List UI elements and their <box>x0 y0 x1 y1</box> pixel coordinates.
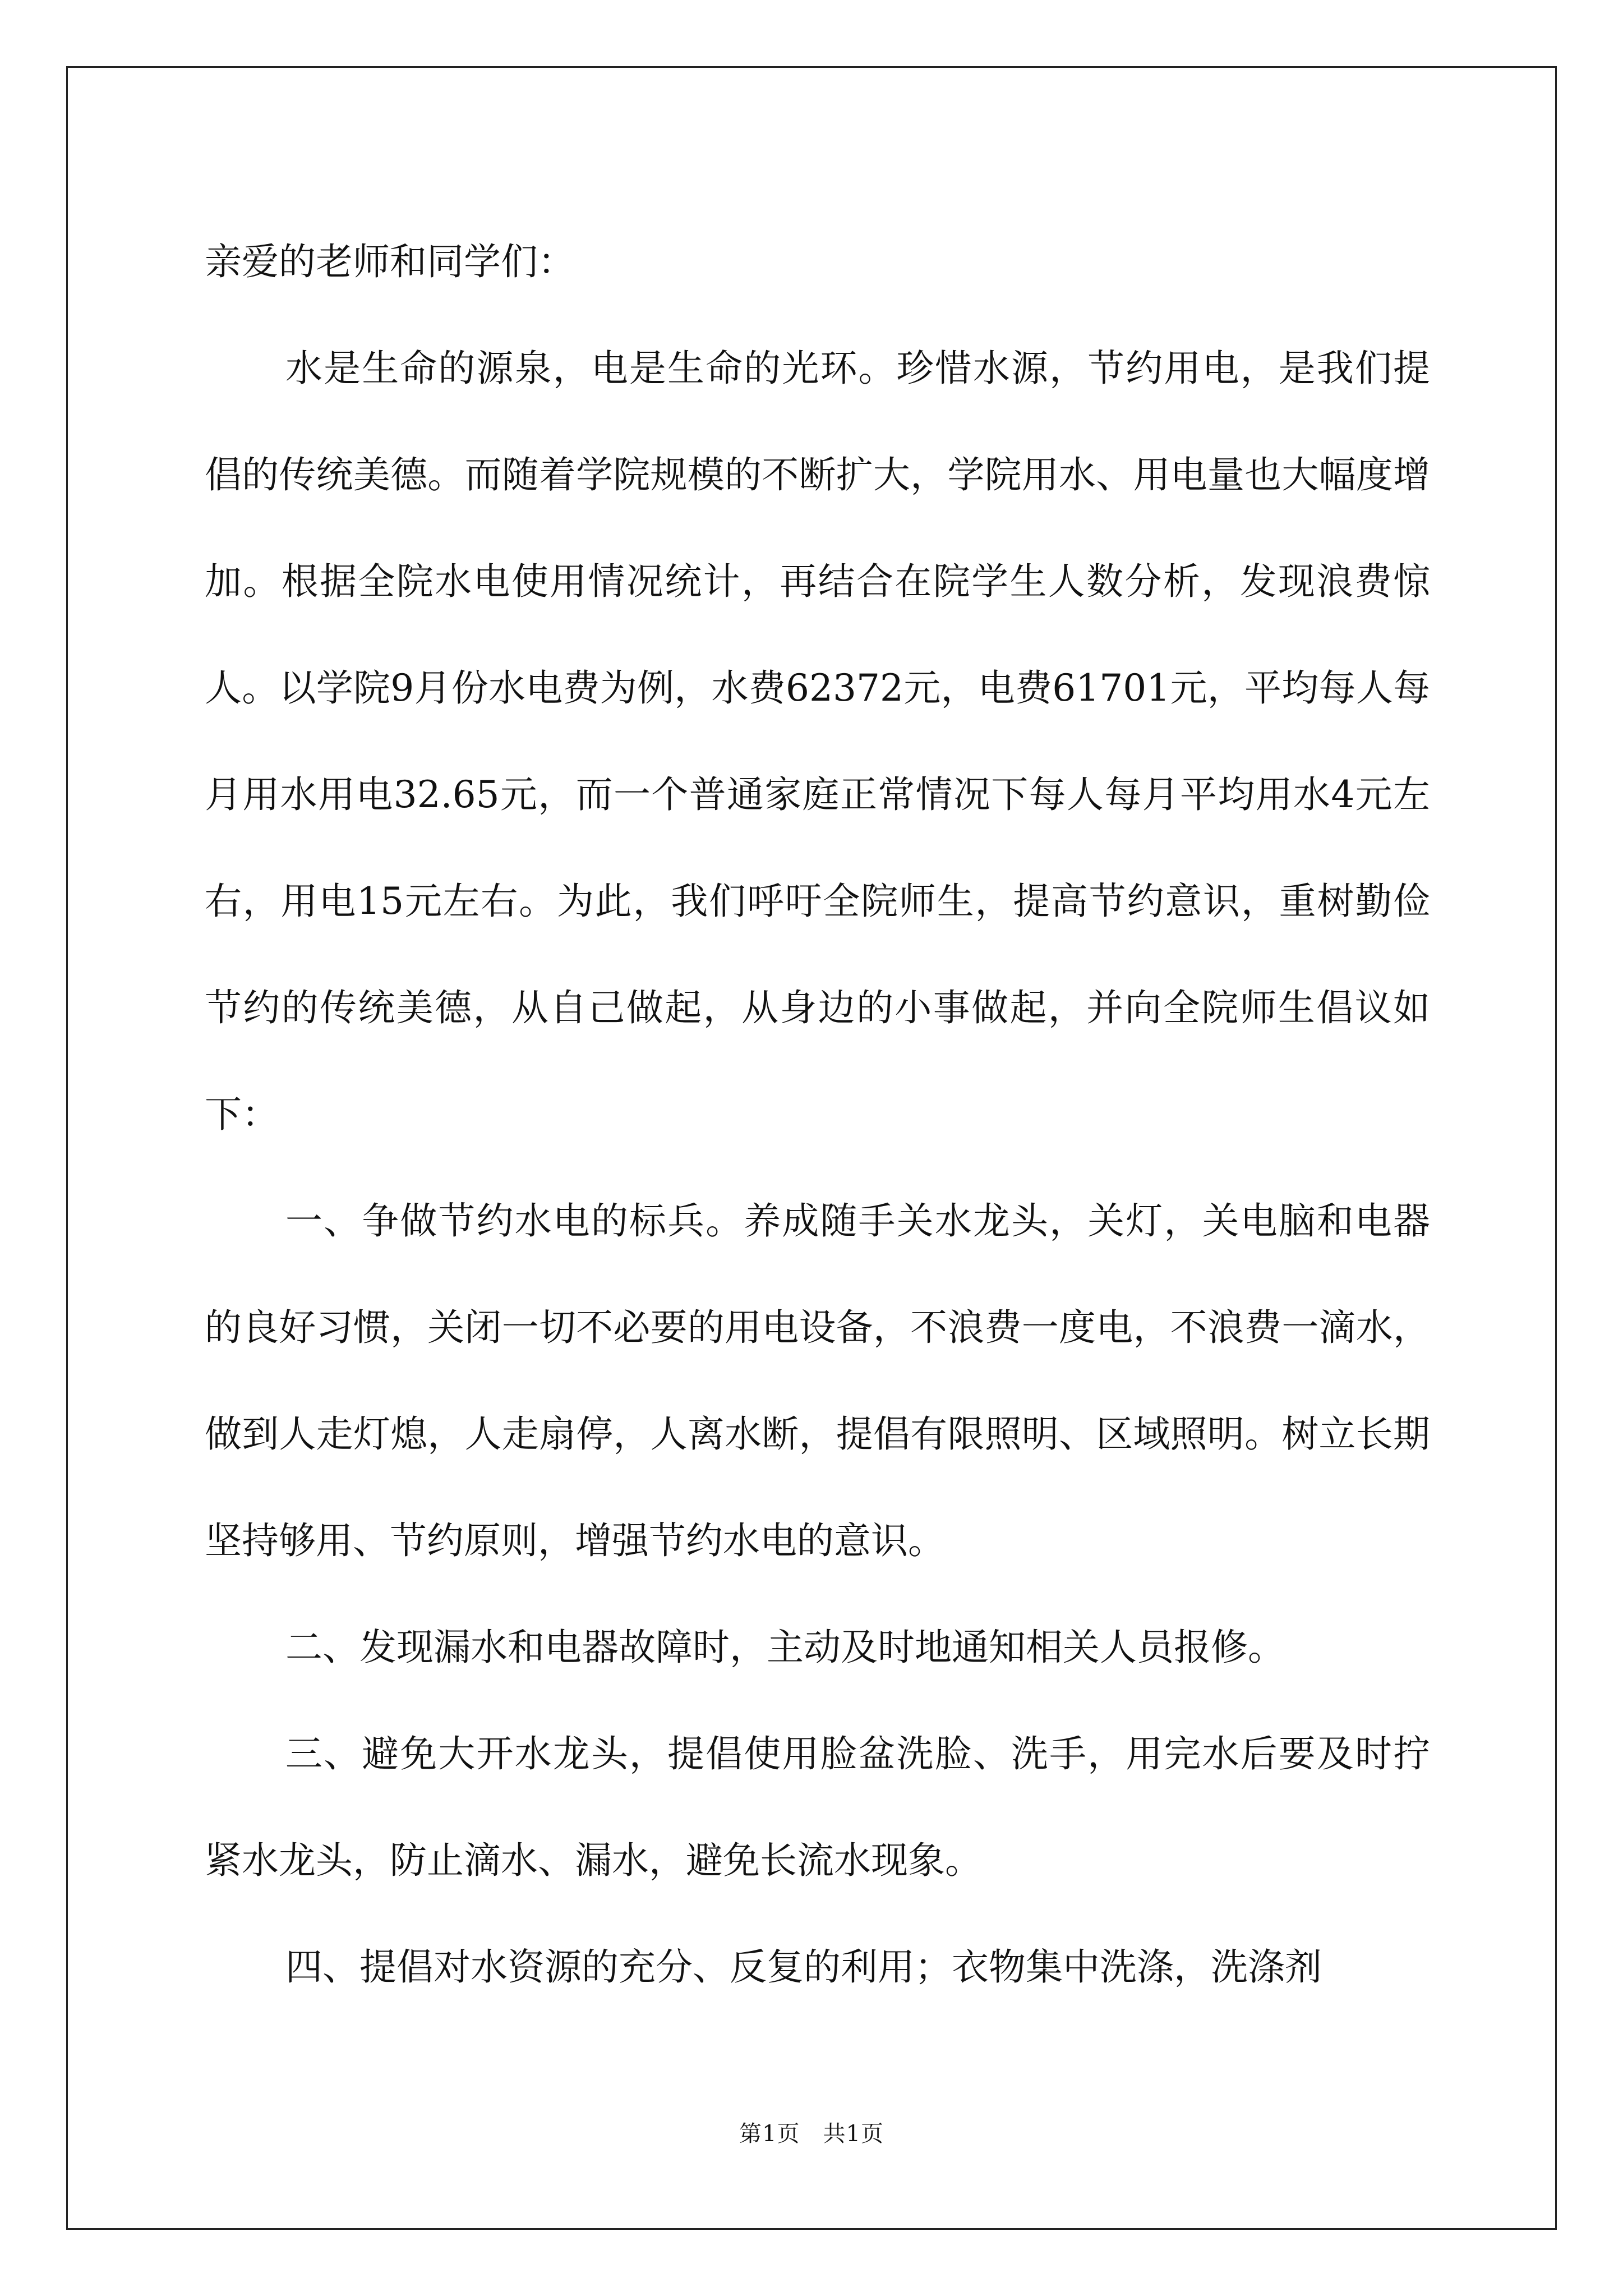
paragraph-item-1: 一、争做节约水电的标兵。养成随手关水龙头，关灯，关电脑和电器的良好习惯，关闭一切不必要的用电设备，不浪费一度电，不浪费一滴水，做到人走灯熄，人走扇停，人离水断，提倡有限照明、区域照明。树立长期坚持够用、节约原则，增强节约水电的意识。 <box>205 1199 1430 1562</box>
paragraph-item-3: 三、避免大开水龙头，提倡使用脸盆洗脸、洗手，用完水后要及时拧紧水龙头，防止滴水、漏水，避免长流水现象。 <box>205 1732 1430 1882</box>
paragraph-item-4: 四、提倡对水资源的充分、反复的利用；衣物集中洗涤，洗涤剂 <box>285 1945 1322 1989</box>
paragraph-item-2: 二、发现漏水和电器故障时，主动及时地通知相关人员报修。 <box>285 1626 1285 1669</box>
paragraph-intro: 水是生命的源泉，电是生命的光环。珍惜水源，节约用电，是我们提倡的传统美德。而随着学院规模的不断扩大，学院用水、用电量也大幅度增加。根据全院水电使用情况统计，再结合在院学生人数分析，发现浪费惊人。以学院9月份水电费为例，水费62372元，电费61701元，平均每人每月用水用电32.65元，而一个普通家庭正常情况下每人每月平均用水4元左右，用电15元左右。为此，我们呼吁全院师生，提高节约意识，重树勤俭节约的传统美德，从自己做起，从身边的小事做起，并向全院师生倡议如下： <box>205 347 1430 1136</box>
page-footer: 第1页 共1页 <box>739 2121 884 2147</box>
document-body <box>205 209 1430 2021</box>
salutation: 亲爱的老师和同学们： <box>205 240 575 283</box>
